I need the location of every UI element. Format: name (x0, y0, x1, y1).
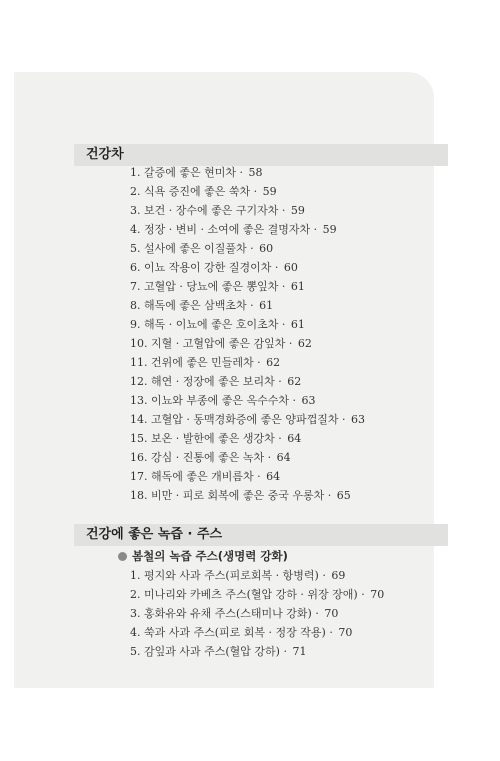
page-number: 59 (262, 185, 277, 198)
toc-entry[interactable]: 5. 설사에 좋은 이질풀차 · 60 (130, 242, 274, 255)
entry-title: 17. 해독에 좋은 개비름차 (130, 470, 254, 483)
page-number: 63 (351, 413, 365, 426)
entry-title: 12. 해연 · 정장에 좋은 보리차 (130, 375, 275, 388)
page-number: 61 (290, 280, 305, 293)
toc-entry[interactable]: 14. 고혈압 · 동맥경화증에 좋은 양파껍질차 · 63 (130, 413, 365, 426)
page-number: 62 (297, 337, 312, 350)
entry-title: 4. 정장 · 변비 · 소여에 좋은 결명자차 (130, 223, 311, 236)
toc-entry[interactable]: 2. 식욕 증진에 좋은 쑥차 · 59 (130, 185, 277, 198)
toc-entry[interactable]: 8. 해독에 좋은 삼백초차 · 61 (130, 299, 274, 312)
bullet-icon (118, 552, 127, 561)
page-number: 71 (292, 645, 307, 658)
entry-title: 2. 미나리와 카베츠 주스(혈압 강하 · 위장 장애) (130, 588, 358, 601)
toc-entry[interactable]: 1. 평지와 사과 주스(피로회복 · 항병력) · 69 (130, 569, 346, 582)
page-number: 61 (259, 299, 274, 312)
section-title-green-juice: 건강에 좋은 녹즙 · 주스 (74, 524, 448, 546)
toc-entry[interactable]: 2. 미나리와 카베츠 주스(혈압 강하 · 위장 장애) · 70 (130, 588, 385, 601)
toc-entry[interactable]: 10. 지혈 · 고혈압에 좋은 감잎차 · 62 (130, 337, 312, 350)
section-title-health-tea: 건강차 (74, 144, 448, 166)
toc-entry[interactable]: 18. 비만 · 피로 회복에 좋은 중국 우롱차 · 65 (130, 489, 351, 502)
entry-title: 7. 고혈압 · 당뇨에 좋은 뽕잎차 (130, 280, 279, 293)
entry-title: 6. 이뇨 작용이 강한 질경이차 (130, 261, 272, 274)
entry-title: 15. 보온 · 발한에 좋은 생강차 (130, 432, 275, 445)
page-number: 64 (266, 470, 281, 483)
toc-entry[interactable]: 17. 해독에 좋은 개비름차 · 64 (130, 470, 281, 483)
entry-title: 3. 홍화유와 유채 주스(스태미나 강화) (130, 607, 312, 620)
page-number: 59 (322, 223, 337, 236)
toc-entry[interactable]: 3. 홍화유와 유채 주스(스태미나 강화) · 70 (130, 607, 339, 620)
page-number: 64 (276, 451, 291, 464)
entry-title: 10. 지혈 · 고혈압에 좋은 감잎차 (130, 337, 286, 350)
entry-title: 8. 해독에 좋은 삼백초차 (130, 299, 247, 312)
page-number: 62 (287, 375, 302, 388)
toc-entry[interactable]: 13. 이뇨와 부종에 좋은 옥수수차 · 63 (130, 394, 316, 407)
toc-entry[interactable]: 9. 해독 · 이뇨에 좋은 호이초차 · 61 (130, 318, 305, 331)
page-number: 70 (324, 607, 339, 620)
toc-entry[interactable]: 4. 정장 · 변비 · 소여에 좋은 결명자차 · 59 (130, 223, 337, 236)
page-number: 69 (331, 569, 346, 582)
entry-title: 18. 비만 · 피로 회복에 좋은 중국 우롱차 (130, 489, 325, 502)
page-number: 58 (248, 166, 263, 179)
page-number: 60 (283, 261, 298, 274)
entry-title: 11. 건위에 좋은 민들레차 (130, 356, 254, 369)
toc-entry[interactable]: 1. 갈증에 좋은 현미차 · 58 (130, 166, 263, 179)
page-number: 65 (336, 489, 351, 502)
page-number: 70 (370, 588, 385, 601)
toc-entry[interactable]: 4. 쑥과 사과 주스(피로 회복 · 정장 작용) · 70 (130, 626, 353, 639)
page-number: 61 (290, 318, 305, 331)
entry-title: 4. 쑥과 사과 주스(피로 회복 · 정장 작용) (130, 626, 326, 639)
toc-entry[interactable]: 3. 보건 · 장수에 좋은 구기자차 · 59 (130, 204, 305, 217)
entry-title: 16. 강심 · 진통에 좋은 녹차 (130, 451, 265, 464)
toc-entry[interactable]: 7. 고혈압 · 당뇨에 좋은 뽕잎차 · 61 (130, 280, 305, 293)
subsection-label: 봄철의 녹즙 주스(생명력 강화) (132, 549, 288, 563)
entry-title: 2. 식욕 증진에 좋은 쑥차 (130, 185, 251, 198)
toc-entry[interactable]: 6. 이뇨 작용이 강한 질경이차 · 60 (130, 261, 298, 274)
page-number: 59 (290, 204, 305, 217)
page-number: 70 (338, 626, 353, 639)
page-number: 62 (266, 356, 281, 369)
entry-title: 5. 감잎과 사과 주스(혈압 강하) (130, 645, 280, 658)
toc-entry[interactable]: 12. 해연 · 정장에 좋은 보리차 · 62 (130, 375, 302, 388)
toc-entry[interactable]: 15. 보온 · 발한에 좋은 생강차 · 64 (130, 432, 302, 445)
entry-title: 14. 고혈압 · 동맥경화증에 좋은 양파껍질차 (130, 413, 339, 426)
entry-title: 1. 갈증에 좋은 현미차 (130, 166, 236, 179)
page-number: 63 (301, 394, 316, 407)
page-number: 64 (287, 432, 302, 445)
toc-entry[interactable]: 5. 감잎과 사과 주스(혈압 강하) · 71 (130, 645, 307, 658)
entry-title: 5. 설사에 좋은 이질풀차 (130, 242, 247, 255)
entry-title: 13. 이뇨와 부종에 좋은 옥수수차 (130, 394, 289, 407)
entry-title: 1. 평지와 사과 주스(피로회복 · 항병력) (130, 569, 319, 582)
entry-title: 3. 보건 · 장수에 좋은 구기자차 (130, 204, 279, 217)
toc-entry[interactable]: 16. 강심 · 진통에 좋은 녹차 · 64 (130, 451, 291, 464)
subsection-heading (118, 548, 288, 564)
toc-entry[interactable]: 11. 건위에 좋은 민들레차 · 62 (130, 356, 281, 369)
entry-title: 9. 해독 · 이뇨에 좋은 호이초차 (130, 318, 279, 331)
page-number: 60 (259, 242, 274, 255)
